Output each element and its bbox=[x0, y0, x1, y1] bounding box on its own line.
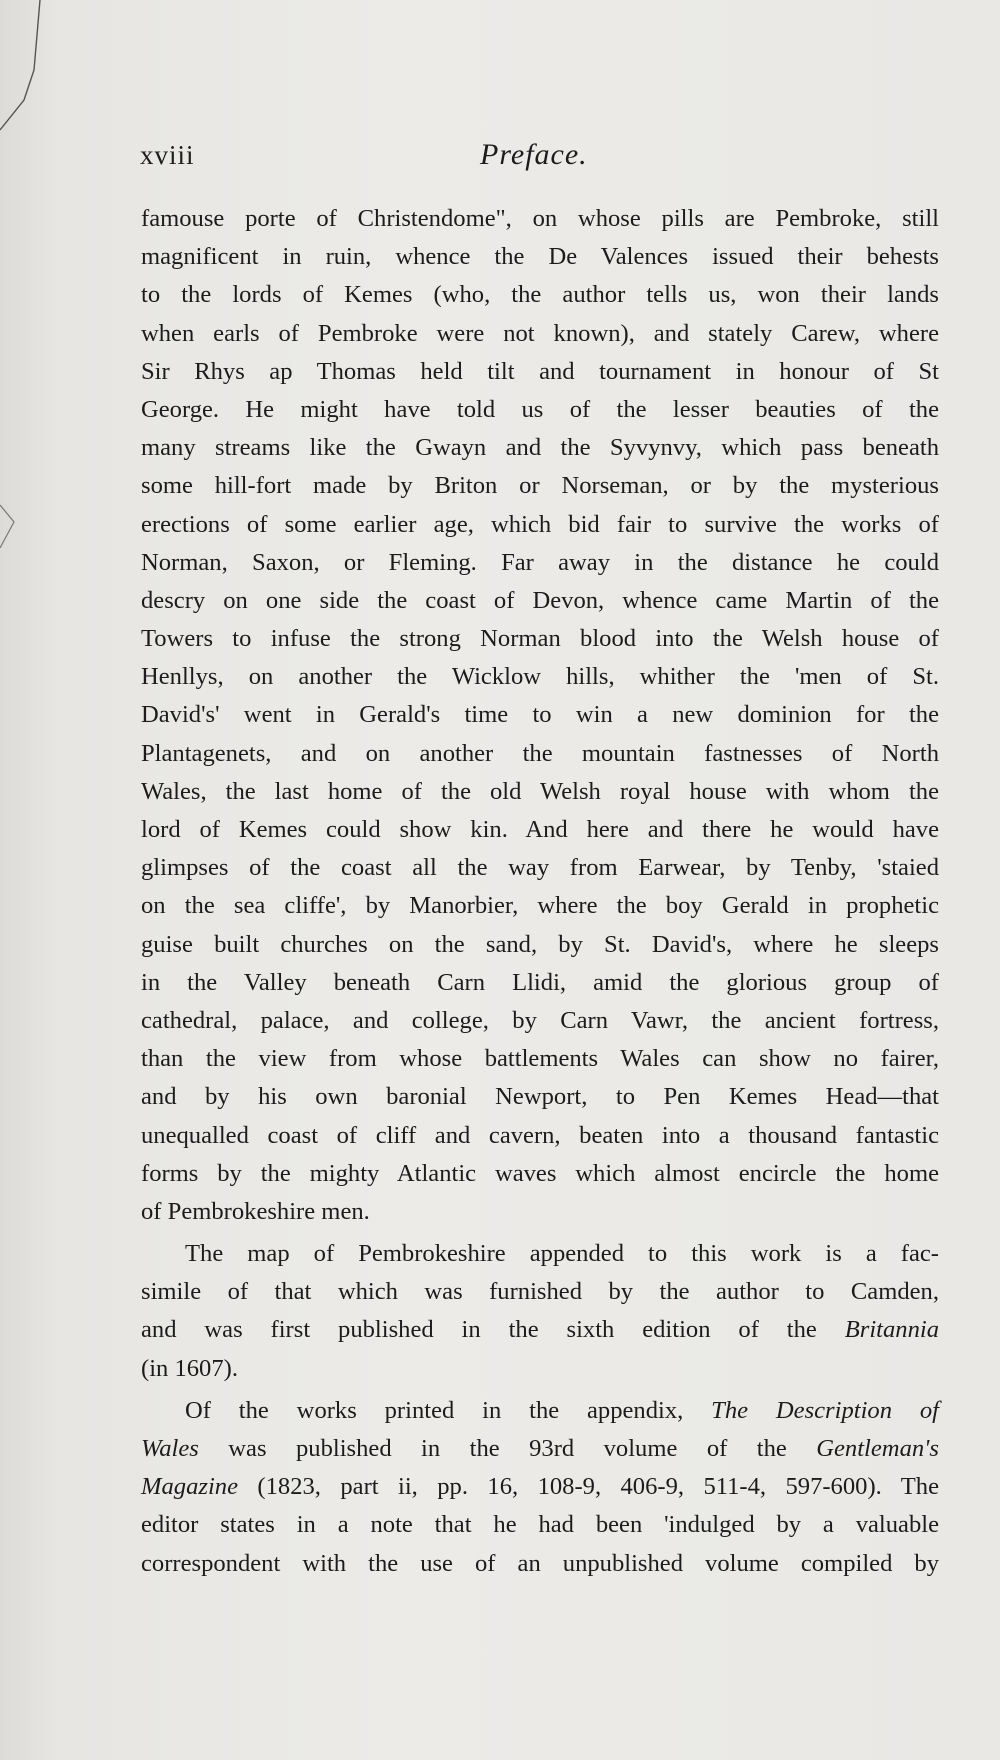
body-text bbox=[141, 200, 939, 1583]
text-line: Plantagenets, and on another the mountain fastnesses of North bbox=[141, 739, 939, 767]
text-line: to the lords of Kemes (who, the author tells us, won their lands bbox=[141, 281, 939, 309]
text-line: and by his own baronial Newport, to Pen Kemes Head—that bbox=[141, 1083, 939, 1111]
text-line: editor states in a note that he had been 'indulged by a valuable bbox=[141, 1511, 939, 1539]
text-line: Wales was published in the 93rd volume of the Gentleman's bbox=[141, 1435, 939, 1462]
running-title: Preface. bbox=[480, 138, 588, 171]
text-line: erections of some earlier age, which bid fair to survive the works of bbox=[141, 510, 939, 538]
text-line: unequalled coast of cliff and cavern, beaten into a thousand fantastic bbox=[141, 1121, 939, 1149]
text-line: forms by the mighty Atlantic waves which almost encircle the home bbox=[141, 1159, 939, 1187]
paragraph-map bbox=[141, 1235, 939, 1388]
text-line: many streams like the Gwayn and the Syvynvy, which pass beneath bbox=[141, 434, 939, 462]
text-line: George. He might have told us of the lesser beauties of the bbox=[141, 395, 939, 423]
title-description-of: The Description of bbox=[711, 1396, 939, 1424]
text-line: Magazine (1823, part ii, pp. 16, 108-9, 406-9, 511-4, 597-600). The bbox=[141, 1473, 939, 1501]
text-line: correspondent with the use of an unpublished volume compiled by bbox=[141, 1549, 939, 1577]
title-magazine: Magazine bbox=[141, 1473, 238, 1501]
text-line: Towers to infuse the strong Norman blood into the Welsh house of bbox=[141, 625, 939, 653]
text-line: guise built churches on the sand, by St. David's, where he sleeps bbox=[141, 930, 939, 958]
text-line: than the view from whose battlements Wales can show no fairer, bbox=[141, 1045, 939, 1073]
text-line: of Pembrokeshire men. bbox=[141, 1197, 370, 1225]
text-line: David's' went in Gerald's time to win a new dominion for the bbox=[141, 701, 939, 729]
text-line: famouse porte of Christendome", on whose pills are Pembroke, still bbox=[141, 205, 939, 232]
text-line: descry on one side the coast of Devon, whence came Martin of the bbox=[141, 586, 939, 614]
title-wales: Wales bbox=[141, 1435, 199, 1462]
paper-edge-fold bbox=[0, 0, 60, 560]
text-line: lord of Kemes could show kin. And here and there he would have bbox=[141, 816, 939, 843]
text-line: Henllys, on another the Wicklow hills, whither the 'men of St. bbox=[141, 663, 939, 691]
paragraph-continued bbox=[141, 200, 939, 1231]
text-line: glimpses of the coast all the way from Earwear, by Tenby, 'staied bbox=[141, 854, 939, 882]
text-line: and was first published in the sixth edition of the Britannia bbox=[141, 1316, 939, 1344]
title-britannia: Britannia bbox=[844, 1316, 939, 1344]
text-line: Wales, the last home of the old Welsh royal house with whom the bbox=[141, 777, 939, 805]
text-line: Sir Rhys ap Thomas held tilt and tournament in honour of St bbox=[141, 357, 939, 385]
text-line: simile of that which was furnished by the author to Camden, bbox=[141, 1278, 939, 1306]
text-line: on the sea cliffe', by Manorbier, where the boy Gerald in prophetic bbox=[141, 892, 939, 920]
title-gentlemans: Gentleman's bbox=[816, 1435, 939, 1462]
text-line: Of the works printed in the appendix, The Description of bbox=[185, 1396, 939, 1424]
text-line: The map of Pembrokeshire appended to this work is a fac- bbox=[185, 1240, 939, 1268]
text-line: cathedral, palace, and college, by Carn Vawr, the ancient fortress, bbox=[141, 1006, 939, 1034]
page-number: xviii bbox=[140, 140, 195, 170]
text-line: (in 1607). bbox=[141, 1354, 238, 1382]
text-line: magnificent in ruin, whence the De Valences issued their behests bbox=[141, 243, 939, 271]
paragraph-appendix bbox=[141, 1392, 939, 1583]
text-line: in the Valley beneath Carn Llidi, amid the glorious group of bbox=[141, 968, 939, 996]
running-head bbox=[140, 140, 940, 180]
text-line: when earls of Pembroke were not known), and stately Carew, where bbox=[141, 319, 939, 347]
text-line: some hill-fort made by Briton or Norseman, or by the mysterious bbox=[141, 472, 939, 500]
text-line: Norman, Saxon, or Fleming. Far away in the distance he could bbox=[141, 548, 939, 576]
